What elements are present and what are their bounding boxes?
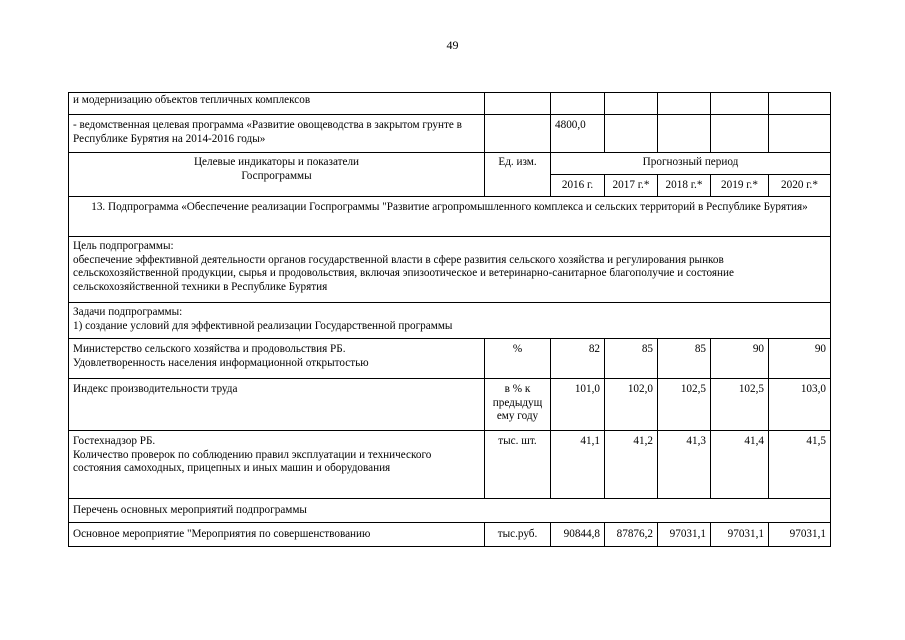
row-unit: тыс. шт. [485, 431, 551, 499]
value-cell [711, 93, 769, 115]
year-header: 2018 г.* [658, 175, 711, 197]
year-header: 2017 г.* [605, 175, 658, 197]
header-forecast: Прогнозный период [551, 153, 831, 175]
activities-header-row [69, 499, 831, 523]
value-cell: 103,0 [769, 379, 831, 431]
value-cell [711, 115, 769, 153]
value-cell: 41,5 [769, 431, 831, 499]
goal-text: Цель подпрограммы: обеспечение эффективной деятельности органов государственной власти в сфере развития сельского хозяйства и регулирования рынков сельскохозяйственной продукции, сырья и продовольствия, включая эпизоотическое и ветеринарно-санитарное благополучие и состояние сельскохозяйственной техники в Республике Бурятия [69, 237, 831, 303]
value-cell: 97031,1 [658, 523, 711, 547]
value-cell: 97031,1 [769, 523, 831, 547]
row-text: Основное мероприятие "Мероприятия по совершенствованию [69, 523, 485, 547]
value-cell: 90 [711, 339, 769, 379]
year-header: 2019 г.* [711, 175, 769, 197]
value-cell [605, 93, 658, 115]
value-cell: 101,0 [551, 379, 605, 431]
value-cell [605, 115, 658, 153]
row-unit: тыс.руб. [485, 523, 551, 547]
row-unit: % [485, 339, 551, 379]
value-cell: 90844,8 [551, 523, 605, 547]
row-unit: в % к предыдущ ему году [485, 379, 551, 431]
value-cell: 102,5 [658, 379, 711, 431]
table-row [69, 339, 831, 379]
activities-header: Перечень основных мероприятий подпрограммы [69, 499, 831, 523]
row-unit [485, 115, 551, 153]
value-cell: 41,2 [605, 431, 658, 499]
row-unit [485, 93, 551, 115]
value-cell [551, 93, 605, 115]
value-cell: 90 [769, 339, 831, 379]
value-cell: 97031,1 [711, 523, 769, 547]
tasks-row [69, 303, 831, 339]
page-number: 49 [446, 38, 459, 52]
value-cell: 41,1 [551, 431, 605, 499]
value-cell: 102,5 [711, 379, 769, 431]
value-cell: 41,4 [711, 431, 769, 499]
header-unit: Ед. изм. [485, 153, 551, 197]
row-text: - ведомственная целевая программа «Развитие овощеводства в закрытом грунте в Республике Бурятия на 2014-2016 годы» [69, 115, 485, 153]
subprogram-title: 13. Подпрограмма «Обеспечение реализации Госпрограммы "Развитие агропромышленного комплекса и сельских территорий в Республике Бурятия» [69, 197, 831, 237]
value-cell: 4800,0 [551, 115, 605, 153]
value-cell: 85 [605, 339, 658, 379]
table-row [69, 115, 831, 153]
value-cell: 41,3 [658, 431, 711, 499]
tasks-text: Задачи подпрограммы: 1) создание условий для эффективной реализации Государственной программы [69, 303, 831, 339]
goal-row [69, 237, 831, 303]
indicators-table [68, 92, 831, 547]
header-row [69, 153, 831, 175]
row-text: и модернизацию объектов тепличных комплексов [69, 93, 485, 115]
row-text: Гостехнадзор РБ. Количество проверок по соблюдению правил эксплуатации и технического состояния самоходных, прицепных и иных машин и оборудования [69, 431, 485, 499]
value-cell [658, 115, 711, 153]
year-header: 2020 г.* [769, 175, 831, 197]
value-cell: 82 [551, 339, 605, 379]
subprogram-row [69, 197, 831, 237]
row-text: Министерство сельского хозяйства и продовольствия РБ. Удовлетворенность населения информационной открытостью [69, 339, 485, 379]
header-indicators: Целевые индикаторы и показатели Госпрограммы [69, 153, 485, 197]
value-cell [769, 115, 831, 153]
table-row [69, 379, 831, 431]
value-cell: 102,0 [605, 379, 658, 431]
table-row [69, 93, 831, 115]
row-text: Индекс производительности труда [69, 379, 485, 431]
table-row [69, 431, 831, 499]
year-header: 2016 г. [551, 175, 605, 197]
table-row [69, 523, 831, 547]
value-cell [769, 93, 831, 115]
value-cell: 85 [658, 339, 711, 379]
value-cell: 87876,2 [605, 523, 658, 547]
value-cell [658, 93, 711, 115]
